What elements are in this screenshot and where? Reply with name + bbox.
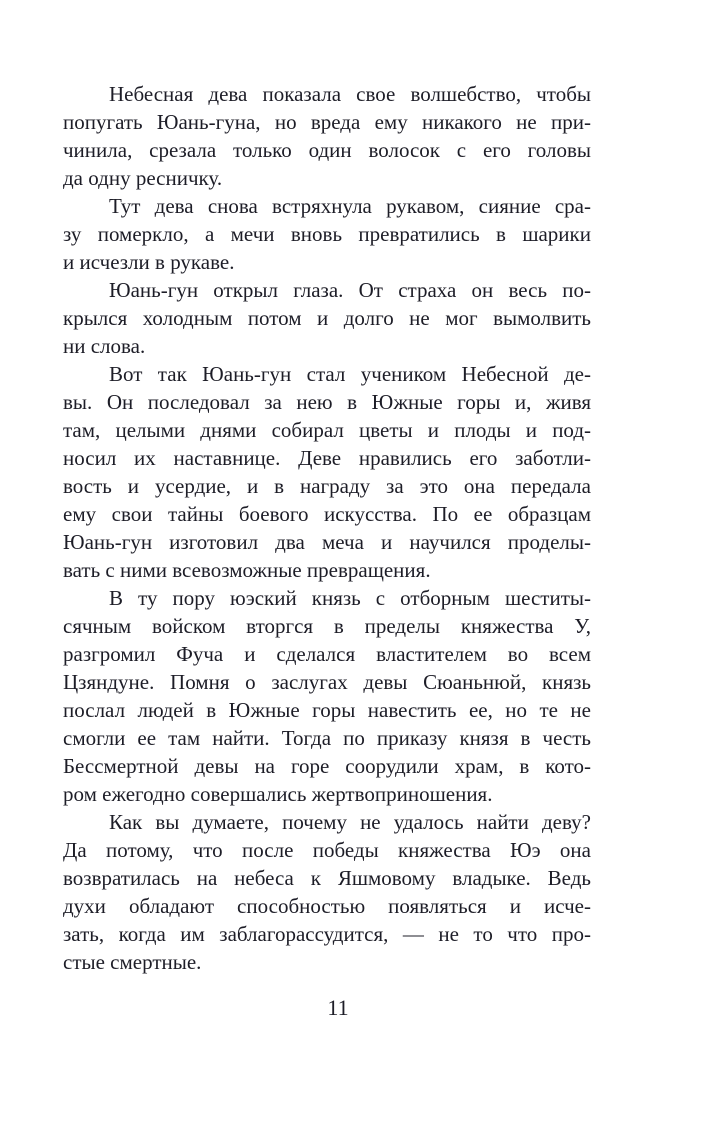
text-line: ему свои тайны боевого искусства. По ее образцам bbox=[63, 502, 591, 526]
text-line: стые смертные. bbox=[63, 950, 202, 974]
text-line: Да потому, что после победы княжества Юэ она bbox=[63, 838, 591, 862]
text-line: носил их наставнице. Деве нравились его заботли- bbox=[63, 446, 591, 470]
text-line: крылся холодным потом и долго не мог вымолвить bbox=[63, 306, 591, 330]
paragraph bbox=[63, 276, 591, 360]
text-line: Юань-гун открыл глаза. От страха он весь по- bbox=[109, 278, 591, 302]
text-line: разгромил Фуча и сделался властителем во всем bbox=[63, 642, 591, 666]
text-line: В ту пору юэский князь с отборным шеститы- bbox=[109, 586, 591, 610]
text-line: Как вы думаете, почему не удалось найти деву? bbox=[109, 810, 591, 834]
text-line: да одну ресничку. bbox=[63, 166, 223, 190]
text-line: ром ежегодно совершались жертвоприношения. bbox=[63, 782, 493, 806]
text-block bbox=[63, 80, 591, 976]
text-line: вость и усердие, и в награду за это она передала bbox=[63, 474, 591, 498]
text-line: Цзяндуне. Помня о заслугах девы Сюаньнюй, князь bbox=[63, 670, 591, 694]
text-line: зать, когда им заблагорассудится, — не то что про- bbox=[63, 922, 591, 946]
text-line: зу померкло, а мечи вновь превратились в шарики bbox=[63, 222, 591, 246]
page-number: 11 bbox=[327, 995, 349, 1020]
paragraph bbox=[63, 80, 591, 192]
text-line: Небесная дева показала свое волшебство, чтобы bbox=[109, 82, 591, 106]
text-line: и исчезли в рукаве. bbox=[63, 250, 235, 274]
text-line: Бессмертной девы на горе соорудили храм, в кото- bbox=[63, 754, 591, 778]
text-line: сячным войском вторгся в пределы княжества У, bbox=[63, 614, 591, 638]
text-line: вать с ними всевозможные превращения. bbox=[63, 558, 431, 582]
text-line: чинила, срезала только один волосок с его головы bbox=[63, 138, 591, 162]
text-line: Тут дева снова встряхнула рукавом, сияние сра- bbox=[109, 194, 591, 218]
text-line: Юань-гун изготовил два меча и научился проделы- bbox=[63, 530, 591, 554]
text-line: попугать Юань-гуна, но вреда ему никакого не при- bbox=[63, 110, 591, 134]
paragraph bbox=[63, 584, 591, 808]
text-line: вы. Он последовал за нею в Южные горы и, живя bbox=[63, 390, 591, 414]
paragraph bbox=[63, 360, 591, 584]
text-line: смогли ее там найти. Тогда по приказу князя в честь bbox=[63, 726, 591, 750]
text-line: возвратилась на небеса к Яшмовому владыке. Ведь bbox=[63, 866, 591, 890]
paragraph bbox=[63, 808, 591, 976]
text-line: послал людей в Южные горы навестить ее, но те не bbox=[63, 698, 591, 722]
paragraph bbox=[63, 192, 591, 276]
text-line: там, целыми днями собирал цветы и плоды и под- bbox=[63, 418, 591, 442]
text-line: духи обладают способностью появляться и исче- bbox=[63, 894, 591, 918]
text-line: Вот так Юань-гун стал учеником Небесной де- bbox=[109, 362, 591, 386]
text-line: ни слова. bbox=[63, 334, 146, 358]
